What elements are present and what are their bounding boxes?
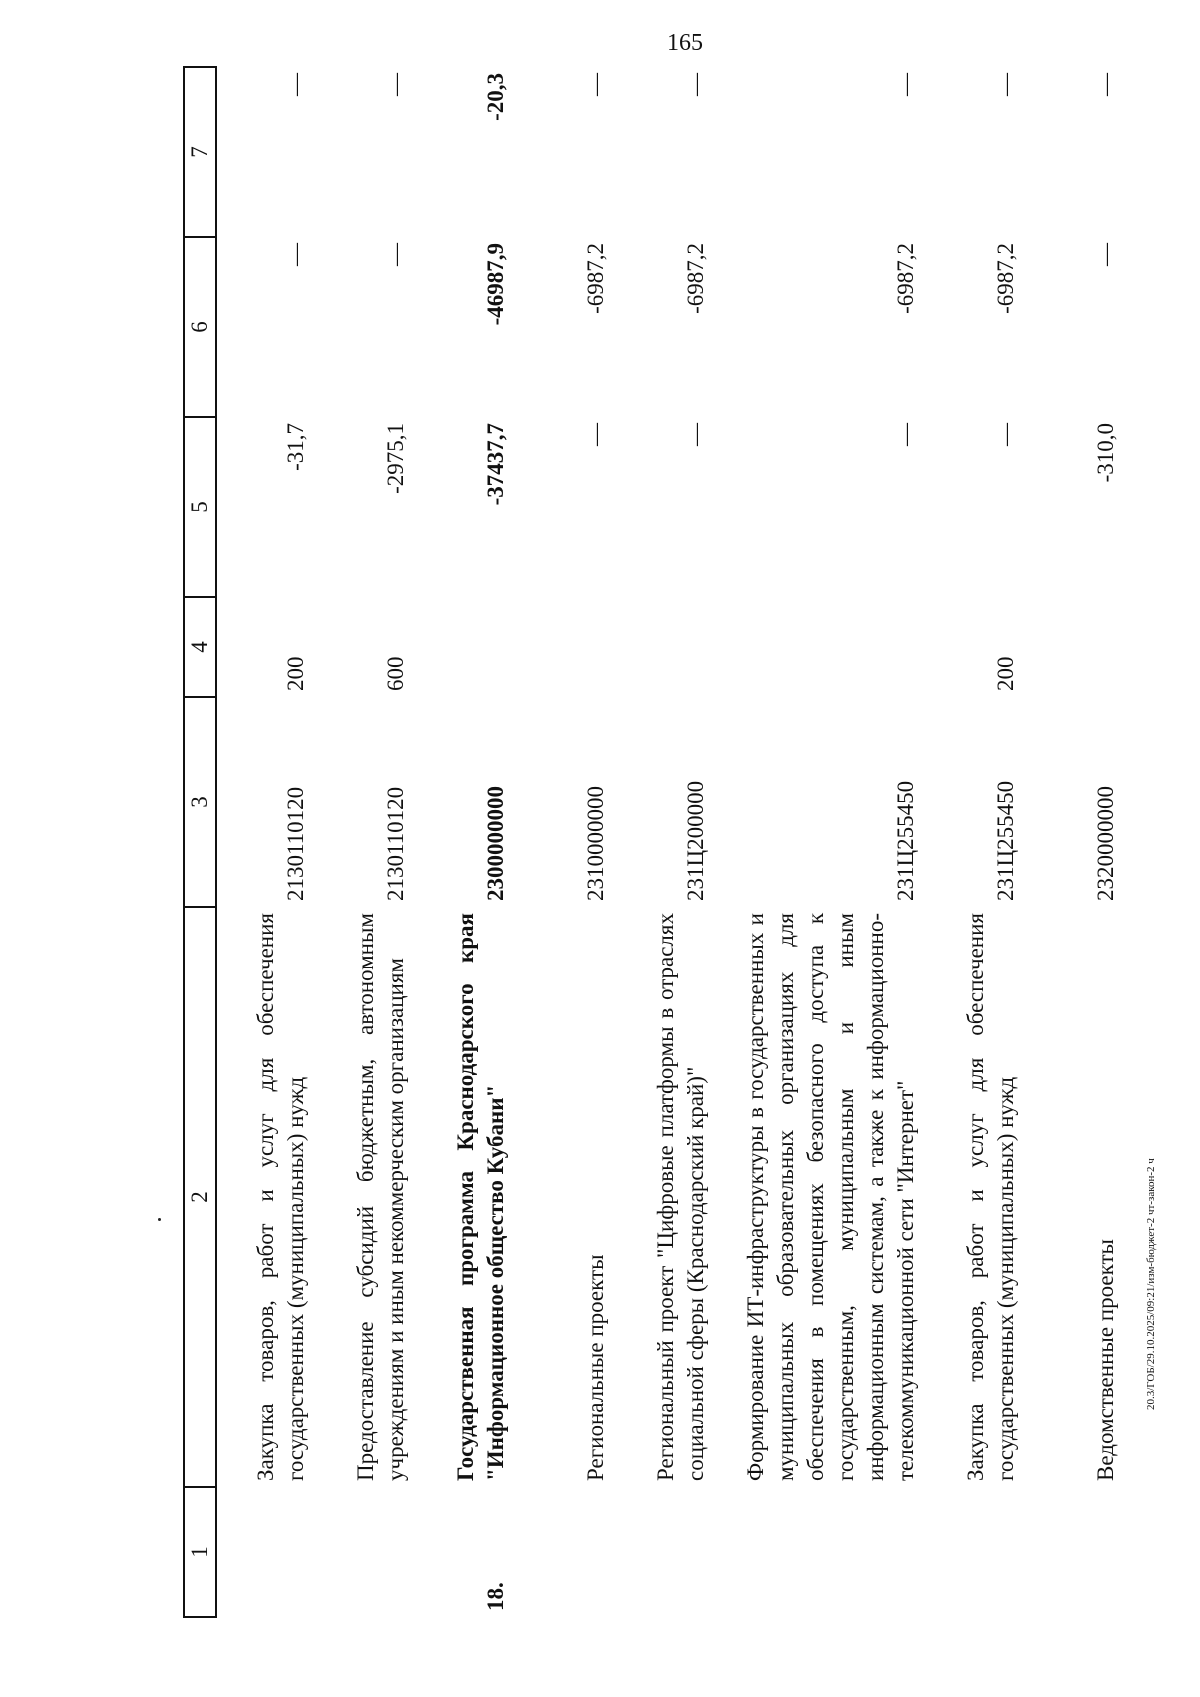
row-name: Формирование ИТ-инфраструктуры в государственных и муниципальных образовательных организациях для обеспечения в помещениях безопасного доступа к государственным, муниципальным и иным информационным системам, а также к информационно-телекоммуникационной сети "Интернет" [743,913,918,1481]
amount-col7: — [1093,73,1118,96]
expense-type-code [711,597,921,697]
budget-table [183,66,1121,1618]
amount-col5: — [683,423,708,446]
column-header: 1 [184,1487,216,1617]
row-number [511,1487,611,1617]
amount-col7: — [683,73,708,96]
row-number [921,1487,1021,1617]
amount-col7: — [583,73,608,96]
column-header: 6 [184,237,216,417]
page-number: 165 [667,30,703,56]
amount-col7: — [283,73,308,96]
amount-col5: — [993,423,1018,446]
target-article-code: 2300000000 [483,786,508,901]
table-row [1021,67,1121,1617]
expense-type-code [1021,597,1121,697]
row-name: Региональные проекты [583,1254,608,1481]
amount-col6: -6987,2 [683,243,708,314]
scan-speck [158,1218,161,1221]
target-article-code: 231Ц255450 [993,780,1018,901]
document-footer-code: 20.3/ГОБ/29.10.2025/09:21/изм-бюджет-2 чт-закон-2 ч [1145,1158,1157,1410]
amount-col5: -310,0 [1093,423,1118,483]
row-name: Региональный проект "Цифровые платформы в отраслях социальной сферы (Краснодарский край)" [653,913,708,1481]
table-row [611,67,711,1617]
amount-col6: — [283,243,308,266]
table-row [711,67,921,1617]
column-header: 5 [184,417,216,597]
expense-type-code [511,597,611,697]
expense-type-code: 200 [993,656,1018,691]
table-row-program [411,67,511,1617]
amount-col7: — [383,73,408,96]
amount-col6: -46987,9 [483,243,508,326]
amount-col6: -6987,2 [993,243,1018,314]
amount-col6: — [1093,243,1118,266]
amount-col5: — [583,423,608,446]
row-name: Закупка товаров, работ и услуг для обеспечения государственных (муниципальных) нужд [963,913,1018,1481]
row-number [711,1487,921,1617]
amount-col6: -6987,2 [583,243,608,314]
row-number [1021,1487,1121,1617]
amount-col6: — [383,243,408,266]
column-header: 2 [184,907,216,1487]
table-header-row [184,67,216,1617]
amount-col6: -6987,2 [893,243,918,314]
target-article-code: 2130110120 [383,786,408,901]
amount-col7: — [893,73,918,96]
table-row [216,67,311,1617]
row-name: Государственная программа Краснодарского края "Информационное общество Кубани" [453,913,508,1481]
row-number [311,1487,411,1617]
target-article-code: 231Ц200000 [683,780,708,901]
table-row [311,67,411,1617]
target-article-code: 2320000000 [1093,786,1118,901]
row-number: 18. [483,1582,508,1611]
target-article-code: 2310000000 [583,786,608,901]
expense-type-code [611,597,711,697]
expense-type-code [411,597,511,697]
rotated-budget-table-sheet [183,68,1173,1618]
expense-type-code: 200 [283,656,308,691]
row-number [216,1487,311,1617]
amount-col7: -20,3 [483,73,508,121]
amount-col5: -37437,7 [483,423,508,506]
row-name: Ведомственные проекты [1093,1239,1118,1481]
row-number [611,1487,711,1617]
row-name: Закупка товаров, работ и услуг для обеспечения государственных (муниципальных) нужд [253,913,308,1481]
amount-col5: -31,7 [283,423,308,471]
amount-col5: -2975,1 [383,423,408,494]
table-row [921,67,1021,1617]
target-article-code: 231Ц255450 [893,780,918,901]
target-article-code: 2130110120 [283,786,308,901]
amount-col7: — [993,73,1018,96]
column-header: 7 [184,67,216,237]
column-header: 3 [184,697,216,907]
column-header: 4 [184,597,216,697]
expense-type-code: 600 [383,656,408,691]
amount-col5: — [893,423,918,446]
row-name: Предоставление субсидий бюджетным, автономным учреждениям и иным некоммерческим организациям [353,913,408,1481]
table-row [511,67,611,1617]
